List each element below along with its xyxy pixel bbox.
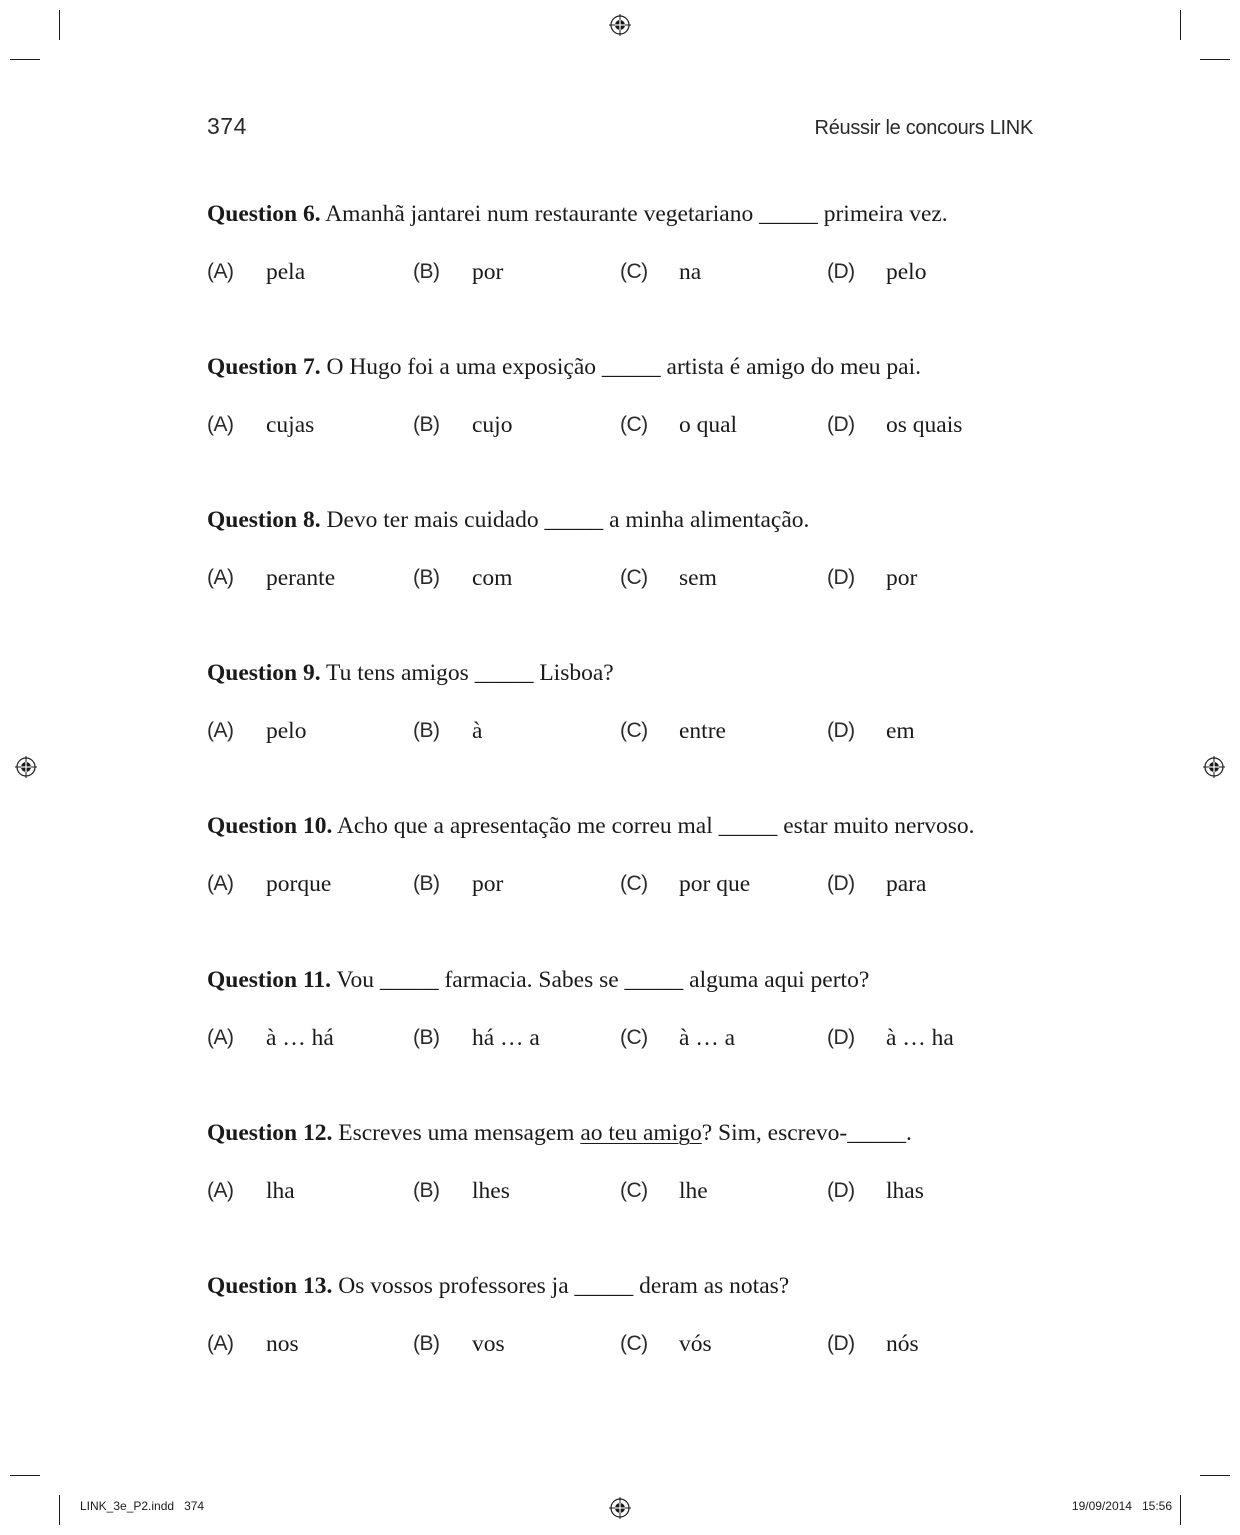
option-text: à … ha — [886, 1025, 954, 1051]
question-stem: Escreves uma mensagem — [332, 1120, 581, 1146]
option-letter: (A) — [207, 719, 234, 742]
option-text: perante — [266, 565, 336, 591]
option-text: nós — [886, 1331, 919, 1357]
book-title: Réussir le concours LINK — [814, 117, 1033, 139]
page-number: 374 — [207, 113, 247, 139]
question-stem: Acho que a apresentação me correu mal _____ estar muito nervoso. — [332, 813, 975, 839]
option-text: em — [886, 718, 915, 744]
option-text: cujo — [472, 412, 513, 438]
option-letter: (C) — [620, 872, 648, 895]
question-10 — [207, 811, 1067, 905]
option-letter: (C) — [620, 1332, 648, 1355]
question-label: Question 11. — [207, 967, 332, 993]
option-text: na — [679, 259, 702, 285]
answer-options — [207, 871, 1067, 905]
question-text — [207, 505, 1067, 535]
question-9 — [207, 658, 1067, 752]
answer-options — [207, 1025, 1067, 1059]
option-text: vós — [679, 1331, 712, 1357]
answer-options — [207, 565, 1067, 599]
option-text: por — [472, 259, 504, 285]
crop-mark — [1200, 1475, 1230, 1476]
question-stem: O Hugo foi a uma exposição _____ artista é amigo do meu pai. — [320, 354, 922, 380]
question-label: Question 12. — [207, 1120, 333, 1146]
option-letter: (D) — [827, 1332, 855, 1355]
option-letter: (A) — [207, 1332, 234, 1355]
option-text: há … a — [472, 1025, 540, 1051]
option-letter: (A) — [207, 872, 234, 895]
option-letter: (A) — [207, 1179, 234, 1202]
question-label: Question 10. — [207, 813, 333, 839]
option-letter: (D) — [827, 872, 855, 895]
option-text: o qual — [679, 412, 738, 438]
question-stem: Vou _____ farmacia. Sabes se _____ alguma aqui perto? — [331, 967, 870, 993]
question-stem: Os vossos professores ja _____ deram as notas? — [332, 1273, 790, 1299]
option-letter: (D) — [827, 1026, 855, 1049]
option-letter: (C) — [620, 413, 648, 436]
question-6 — [207, 199, 1067, 293]
option-letter: (C) — [620, 566, 648, 589]
question-11 — [207, 965, 1067, 1059]
option-letter: (D) — [827, 260, 855, 283]
option-letter: (B) — [413, 872, 440, 895]
answer-options — [207, 259, 1067, 293]
registration-mark-icon — [609, 1497, 631, 1519]
crop-mark — [59, 10, 60, 40]
question-label: Question 9. — [207, 660, 321, 686]
option-letter: (C) — [620, 1179, 648, 1202]
question-label: Question 7. — [207, 354, 321, 380]
option-text: lhas — [886, 1178, 924, 1204]
option-letter: (C) — [620, 719, 648, 742]
option-text: pelo — [266, 718, 307, 744]
option-letter: (B) — [413, 1332, 440, 1355]
option-text: porque — [266, 871, 332, 897]
question-stem: Devo ter mais cuidado _____ a minha alimentação. — [320, 507, 810, 533]
question-8 — [207, 505, 1067, 599]
question-label: Question 8. — [207, 507, 321, 533]
crop-mark — [10, 1475, 40, 1476]
crop-mark — [1180, 10, 1181, 40]
question-label: Question 13. — [207, 1273, 333, 1299]
option-letter: (D) — [827, 719, 855, 742]
answer-options — [207, 1331, 1067, 1365]
option-text: cujas — [266, 412, 315, 438]
underlined-phrase: ao teu amigo — [580, 1120, 702, 1146]
option-letter: (B) — [413, 260, 440, 283]
question-text — [207, 1271, 1067, 1301]
question-stem: Amanhã jantarei num restaurante vegetariano _____ primeira vez. — [320, 201, 948, 227]
question-text — [207, 352, 1067, 382]
question-text — [207, 965, 1067, 995]
option-letter: (B) — [413, 1179, 440, 1202]
registration-mark-icon — [15, 756, 37, 778]
option-letter: (B) — [413, 413, 440, 436]
option-text: vos — [472, 1331, 505, 1357]
option-text: pela — [266, 259, 306, 285]
question-text — [207, 199, 1067, 229]
option-text: à … há — [266, 1025, 334, 1051]
registration-mark-icon — [1203, 756, 1225, 778]
option-text: com — [472, 565, 513, 591]
option-letter: (D) — [827, 566, 855, 589]
option-letter: (C) — [620, 1026, 648, 1049]
question-7 — [207, 352, 1067, 446]
option-text: lhes — [472, 1178, 510, 1204]
question-13 — [207, 1271, 1067, 1365]
question-text — [207, 1118, 1067, 1148]
option-letter: (A) — [207, 1026, 234, 1049]
option-letter: (D) — [827, 1179, 855, 1202]
option-letter: (A) — [207, 566, 234, 589]
option-letter: (B) — [413, 719, 440, 742]
option-letter: (D) — [827, 413, 855, 436]
option-letter: (A) — [207, 260, 234, 283]
option-letter: (B) — [413, 1026, 440, 1049]
slug-file: LINK_3e_P2.indd 374 — [80, 1499, 205, 1513]
crop-mark — [10, 59, 40, 60]
option-text: lhe — [679, 1178, 708, 1204]
crop-mark — [59, 1495, 60, 1525]
option-letter: (C) — [620, 260, 648, 283]
option-letter: (A) — [207, 413, 234, 436]
answer-options — [207, 1178, 1067, 1212]
option-text: lha — [266, 1178, 295, 1204]
question-stem: Tu tens amigos _____ Lisboa? — [320, 660, 614, 686]
option-text: pelo — [886, 259, 927, 285]
question-text — [207, 811, 1067, 841]
question-text — [207, 658, 1067, 688]
option-text: à … a — [679, 1025, 736, 1051]
answer-options — [207, 718, 1067, 752]
crop-mark — [1200, 59, 1230, 60]
option-text: por — [472, 871, 504, 897]
option-text: nos — [266, 1331, 299, 1357]
option-text: para — [886, 871, 927, 897]
crop-mark — [1180, 1495, 1181, 1525]
question-label: Question 6. — [207, 201, 321, 227]
registration-mark-icon — [609, 14, 631, 36]
slug-datetime: 19/09/2014 15:56 — [1071, 1499, 1172, 1513]
answer-options — [207, 412, 1067, 446]
option-text: por que — [679, 871, 751, 897]
running-head — [207, 113, 1033, 149]
question-12 — [207, 1118, 1067, 1212]
option-text: sem — [679, 565, 717, 591]
option-text: entre — [679, 718, 726, 744]
option-letter: (B) — [413, 566, 440, 589]
option-text: à — [472, 718, 483, 744]
option-text: os quais — [886, 412, 963, 438]
question-stem-end: ? Sim, escrevo-_____. — [701, 1120, 912, 1146]
option-text: por — [886, 565, 918, 591]
